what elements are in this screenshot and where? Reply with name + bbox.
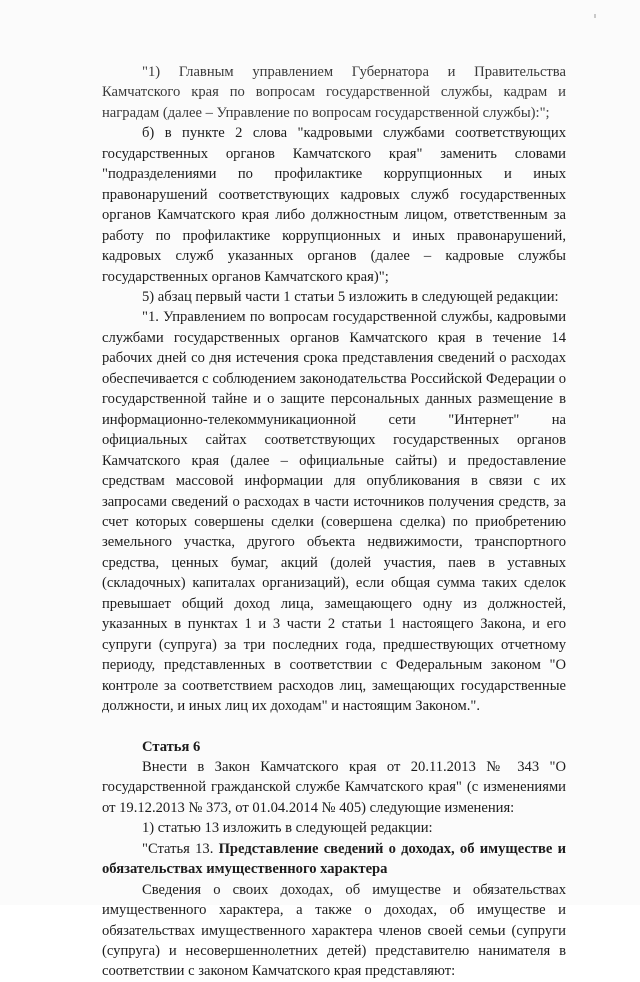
paragraph-article-13-body: Сведения о своих доходах, об имуществе и обязательствах имущественного характера, а также о доходах, об имуществе и обязательствах имущественного характера членов своей семьи (супруги (супруга) и несовершеннолетних детей) представителю нанимателя в соответствии с законом Камчатского края представляют:: [102, 881, 566, 980]
paragraph-item-b: б) в пункте 2 слова "кадровыми службами соответствующих государственных органов Камчатского края" заменить словами "подразделениями по профилактике коррупционных и иных правонарушений соответствующих кадровых служб государственных органов Камчатского края либо должностным лицом, ответственным за работу по профилактике коррупционных и иных правонарушений, кадровых служб указанных органов (далее – кадровые службы государственных органов Камчатского края)";: [102, 125, 566, 285]
paragraph-item-1-article-13: 1) статью 13 изложить в следующей редакции:: [142, 820, 433, 837]
paragraph-article-6-intro: Внести в Закон Камчатского края от 20.11.2013 № 343 "О государственной гражданской службе Камчатского края" (с изменениями от 19.12.2013 № 373, от 01.04.2014 № 405) следующие изменения:: [102, 758, 566, 816]
article-13-prefix: "Статья 13.: [142, 840, 219, 857]
article-13-title: Представление сведений о доходах, об имуществе и обязательствах имущественного характера: [102, 840, 566, 878]
article-6-heading: Статья 6: [142, 738, 201, 755]
paragraph-item-1: "1) Главным управлением Губернатора и Правительства Камчатского края по вопросам государственной службы, кадрам и наградам (далее – Управление по вопросам государственной службы):";: [102, 64, 566, 121]
paragraph-quoted-part-1: "1. Управлением по вопросам государственной службы, кадровыми службами государственных органов Камчатского края в течение 14 рабочих дней со дня истечения срока представления сведений о расходах обеспечивается с соблюдением законодательства Российской Федерации о государственной тайне и о защите персональных данных размещение в информационно-телекоммуникационной сети "Интернет" на официальных сайтах соответствующих государственных органов Камчатского края (далее – официальные сайты) и предоставление средствам массовой информации для опубликования в связи с их запросами сведений о расходах в части источников получения средств, за счет которых совершены сделки (совершена сделка) по приобретению земельного участка, другого объекта недвижимости, транспортного средства, ценных бумаг, акций (долей участия, паев в уставных (складочных) капиталах организаций), если общая сумма таких сделок превышает общий доход лица, замещающего одну из должностей, указанных в пунктах 1 и 3 части 2 статьи 1 настоящего Закона, и его супруги (супруга) за три последних года, предшествующих отчетному периоду, представленных в соответствии с Федеральным законом "О контроле за соответствием расходов лиц, замещающих государственные должности, и иных лиц их доходам" и настоящим Законом.".: [102, 309, 566, 715]
document-body: [102, 62, 566, 982]
paragraph-item-5: 5) абзац первый части 1 статьи 5 изложить в следующей редакции:: [142, 288, 559, 305]
article-13-heading: [102, 839, 566, 880]
scan-speck: [594, 14, 596, 18]
